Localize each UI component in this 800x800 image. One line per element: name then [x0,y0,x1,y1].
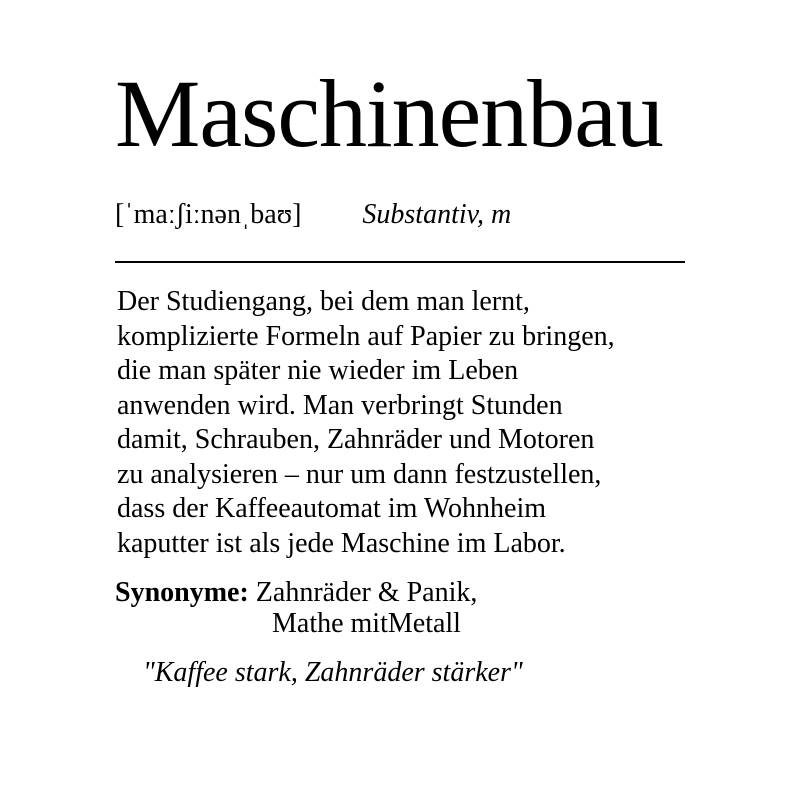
definition-line: die man später nie wieder im Leben [117,355,519,386]
definition-line: kaputter ist als jede Maschine im Labor. [117,527,566,559]
pronunciation-row [115,201,511,229]
quote: "Kaffee stark, Zahnräder stärker" [143,657,523,688]
definition-line: Der Studiengang, bei dem man lernt, [117,286,530,317]
definition-line: damit, Schrauben, Zahnräder und Motoren [117,424,595,455]
definition-line: komplizierte Formeln auf Papier zu bringen, [117,320,615,352]
divider-line [115,261,685,263]
synonyms-value: Zahnräder & Panik, [255,577,478,608]
synonyms-block [115,577,477,639]
pronunciation: [ˈmaːʃiːnənˌbaʊ] [115,199,302,230]
definition-line: dass der Kaffeeautomat im Wohnheim [117,493,547,524]
definition-text [117,285,697,561]
synonyms-label: Synonyme: [115,577,249,608]
definition-line: zu analysieren – nur um dann festzustellen, [117,458,602,490]
definition-line: anwenden wird. Man verbringt Stunden [117,389,563,421]
synonyms-value-continued: Mathe mitMetall [272,608,461,639]
entry-title: Maschinenbau [115,60,663,167]
part-of-speech: Substantiv, m [362,199,512,230]
